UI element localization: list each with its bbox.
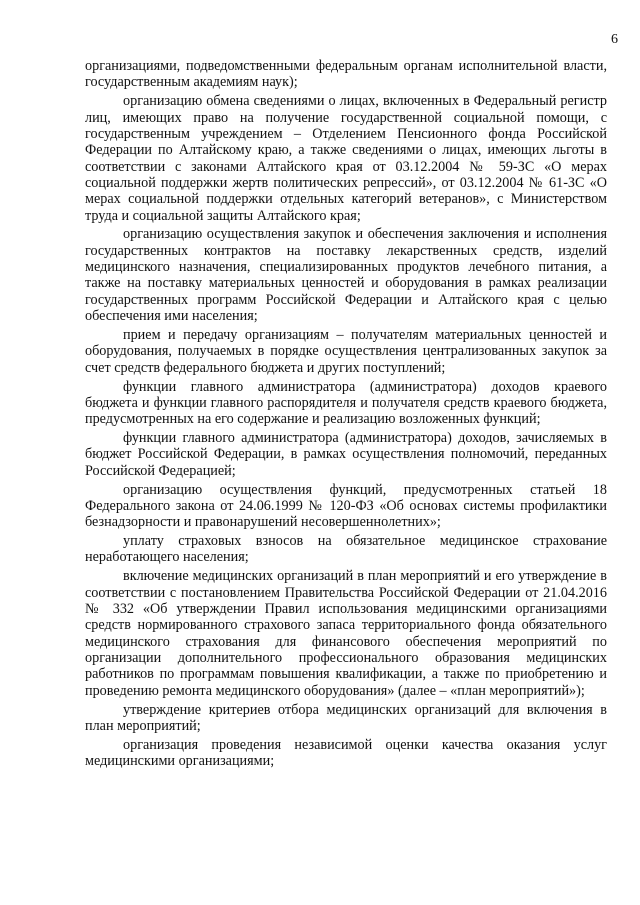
paragraph-reception-transfer: прием и передачу организациям – получателям материальных ценностей и оборудования, получаемых в порядке осуществления централизованных закупок за счет средств федерального бюджета и других поступлений;: [85, 327, 607, 376]
paragraph-info-exchange: организацию обмена сведениями о лицах, включенных в Федеральный регистр лиц, имеющих право на получение государственной социальной помощи, с государственным учреждением – Отделением Пенсионного фонда Российской Федерации по Алтайскому краю, а также сведениями о лицах, имеющих льготы в соответствии с законами Алтайского края от 03.12.2004 № 59-ЗС «О мерах социальной поддержки жертв политических репрессий», от 03.12.2004 № 61-ЗС «О мерах социальной поддержки отдельных категорий ветеранов», с Министерством труда и социальной защиты Алтайского края;: [85, 93, 607, 224]
paragraph-action-plan: включение медицинских организаций в план мероприятий и его утверждение в соответствии с постановлением Правительства Российской Федерации от 21.04.2016 № 332 «Об утверждении Правил использования медицинскими организациями средств нормированного страхового запаса территориального фонда обязательного медицинского страхования для финансового обеспечения мероприятий по организации дополнительного профессионального образования медицинских работников по программам повышения квалификации, а также по приобретению и проведению ремонта медицинского оборудования» (далее – «план мероприятий»);: [85, 568, 607, 699]
paragraph-continuation: организациями, подведомственными федеральным органам исполнительной власти, государственным академиям наук);: [85, 58, 607, 91]
document-body: [85, 58, 607, 772]
paragraph-insurance-payments: уплату страховых взносов на обязательное медицинское страхование неработающего населения;: [85, 533, 607, 566]
paragraph-federal-budget-admin: функции главного администратора (администратора) доходов, зачисляемых в бюджет Российской Федерации, в рамках осуществления полномочий, переданных Российской Федерацией;: [85, 430, 607, 479]
paragraph-regional-budget-admin: функции главного администратора (администратора) доходов краевого бюджета и функции главного распорядителя и получателя средств краевого бюджета, предусмотренных на его содержание и реализацию возложенных функций;: [85, 378, 607, 428]
paragraph-quality-assessment: организация проведения независимой оценки качества оказания услуг медицинскими организациями;: [85, 736, 607, 770]
paragraph-procurement: организацию осуществления закупок и обеспечения заключения и исполнения государственных контрактов на поставку лекарственных средств, изделий медицинского назначения, специализированных продуктов лечебного питания, а также на поставку материальных ценностей и оборудования в рамках реализации государственных программ Российской Федерации и Алтайского края с целью обеспечения ими населения;: [85, 226, 607, 325]
page-number: 6: [611, 32, 618, 47]
paragraph-selection-criteria: утверждение критериев отбора медицинских организаций для включения в план мероприятий;: [85, 701, 607, 734]
paragraph-article-18-functions: организацию осуществления функций, предусмотренных статьей 18 Федерального закона от 24.06.1999 № 120-ФЗ «Об основах системы профилактики безнадзорности и правонарушений несовершеннолетних»;: [85, 481, 607, 531]
